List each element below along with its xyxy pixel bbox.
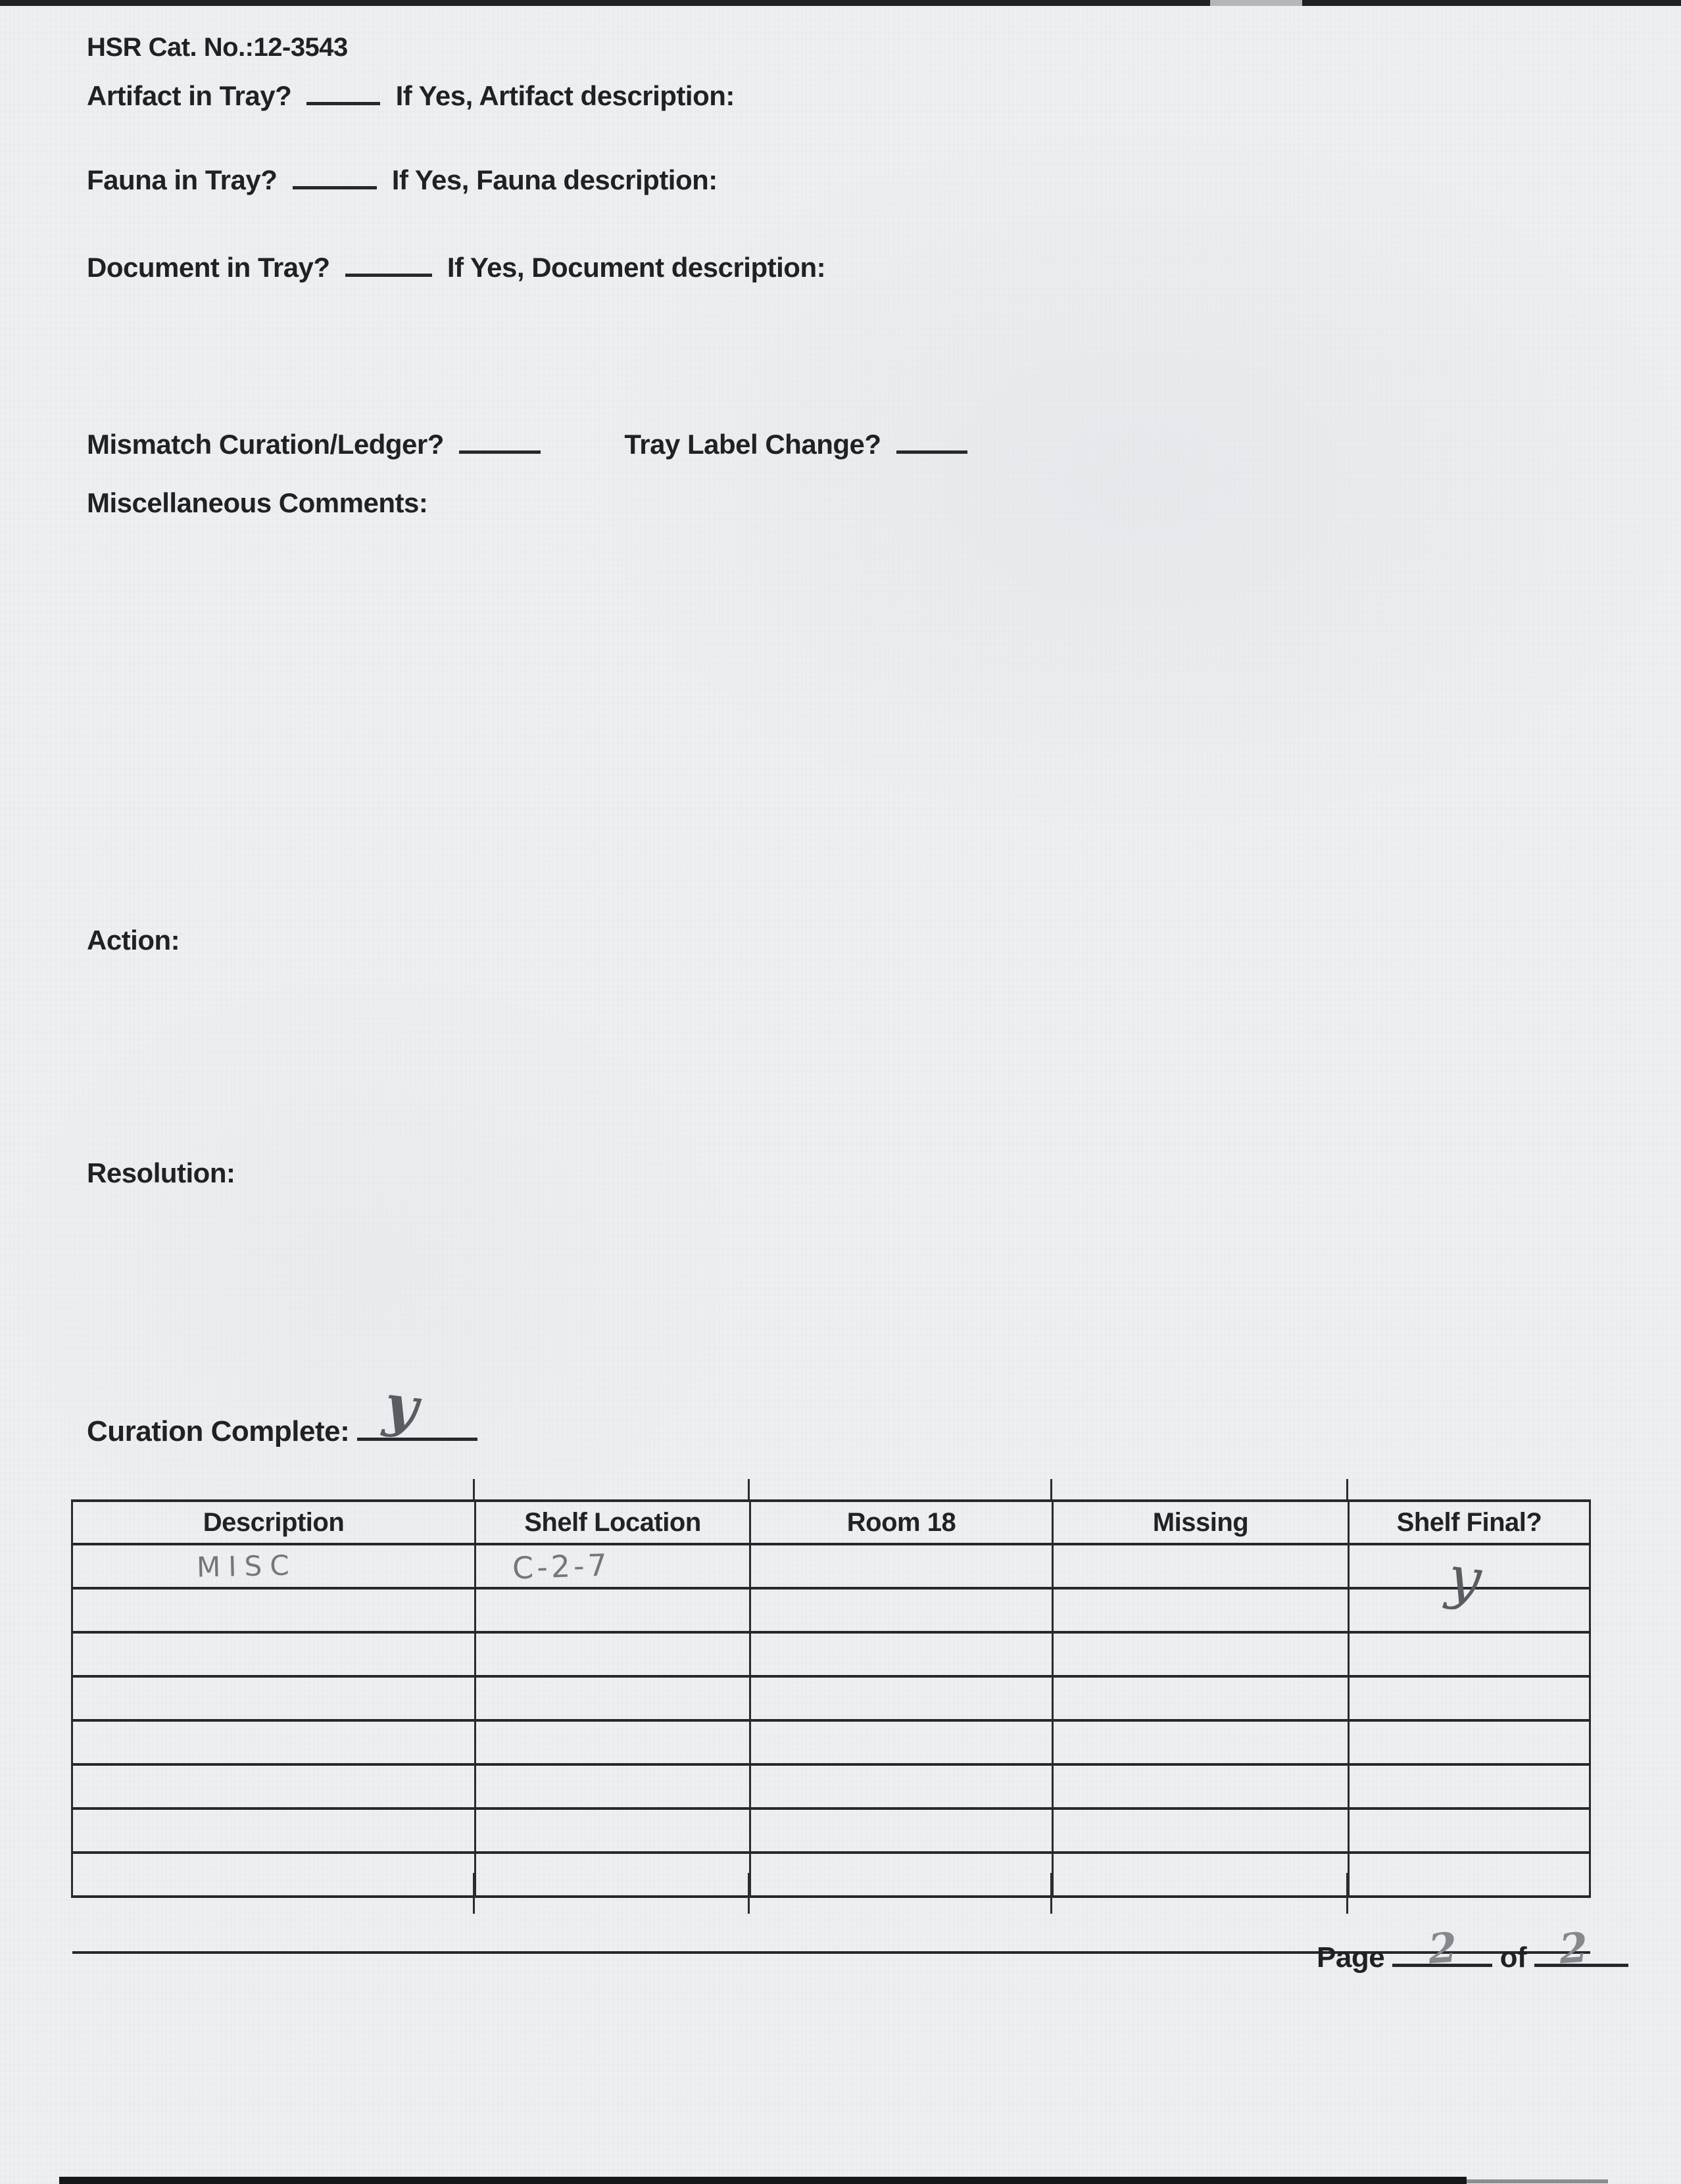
cell-description xyxy=(72,1676,475,1720)
misc-comments-line xyxy=(87,487,427,519)
artifact-in-tray-answer-blank xyxy=(306,81,380,105)
cell-missing xyxy=(1053,1764,1349,1808)
cell-shelf-final xyxy=(1349,1764,1590,1808)
artifact-in-tray-line xyxy=(87,80,735,112)
cell-shelf-final xyxy=(1349,1720,1590,1764)
cell-room-18 xyxy=(750,1808,1053,1853)
scan-edge-top-gap xyxy=(1210,0,1302,6)
cell-shelf-location xyxy=(475,1897,750,1953)
hsr-cat-no-label: HSR Cat. No.: xyxy=(87,33,254,62)
table-row xyxy=(72,1808,1590,1853)
cell-shelf-final xyxy=(1349,1542,1590,1614)
misc-comments-label: Miscellaneous Comments: xyxy=(87,487,428,518)
cell-description xyxy=(72,1632,475,1676)
cell-room-18 xyxy=(750,1632,1053,1676)
cell-shelf-final xyxy=(1349,1853,1590,1897)
cell-shelf-location xyxy=(475,1676,750,1720)
cell-shelf-final xyxy=(1349,1808,1590,1853)
artifact-in-tray-label: Artifact in Tray? xyxy=(87,80,292,111)
cell-description xyxy=(72,1897,475,1953)
cell-room-18 xyxy=(750,1588,1053,1632)
fauna-in-tray-answer-blank xyxy=(293,165,377,189)
scan-edge-top xyxy=(0,0,1681,6)
col-header-shelf-location: Shelf Location xyxy=(475,1501,750,1544)
scan-edge-bottom-ext xyxy=(1467,2179,1608,2183)
page-label: Page xyxy=(1317,1941,1385,1974)
table-column-line-stub xyxy=(748,1873,750,1914)
mismatch-answer-blank xyxy=(459,429,541,454)
cell-shelf-location xyxy=(475,1544,750,1588)
handwritten-shelf-final-y: y xyxy=(1444,1542,1485,1614)
page-number-blank xyxy=(1392,1923,1492,1974)
curation-complete-line xyxy=(87,1371,477,1449)
fauna-in-tray-label: Fauna in Tray? xyxy=(87,164,278,195)
cell-description xyxy=(72,1588,475,1632)
handwritten-total-pages: 2 xyxy=(1557,1923,1590,1974)
cell-missing xyxy=(1053,1544,1349,1588)
mismatch-tray-label-line xyxy=(87,429,967,460)
table-header-row xyxy=(72,1501,1590,1544)
table-column-line-stub xyxy=(1346,1479,1348,1501)
cell-shelf-location xyxy=(475,1764,750,1808)
table-column-line-stub xyxy=(473,1479,475,1501)
action-line xyxy=(87,925,180,956)
fauna-in-tray-line xyxy=(87,164,718,196)
table-row xyxy=(72,1588,1590,1632)
col-header-description: Description xyxy=(72,1501,475,1544)
cell-shelf-final xyxy=(1349,1588,1590,1632)
cell-description xyxy=(72,1544,475,1588)
cell-room-18 xyxy=(750,1853,1053,1897)
table-row xyxy=(72,1676,1590,1720)
mismatch-curation-ledger-label: Mismatch Curation/Ledger? xyxy=(87,429,444,460)
cell-room-18 xyxy=(750,1676,1053,1720)
action-label: Action: xyxy=(87,925,180,956)
cell-shelf-final xyxy=(1349,1632,1590,1676)
table-column-line-stub xyxy=(1050,1873,1052,1914)
cell-shelf-final xyxy=(1349,1676,1590,1720)
curation-complete-answer-blank xyxy=(357,1371,477,1442)
cell-room-18 xyxy=(750,1897,1053,1953)
table-column-line-stub xyxy=(1346,1873,1348,1914)
cell-description xyxy=(72,1720,475,1764)
document-in-tray-label: Document in Tray? xyxy=(87,252,330,283)
fauna-if-yes-label: If Yes, Fauna description: xyxy=(391,164,718,195)
cell-description xyxy=(72,1808,475,1853)
total-pages-blank xyxy=(1534,1923,1628,1974)
resolution-label: Resolution: xyxy=(87,1157,235,1188)
hsr-cat-no-value: 12-3543 xyxy=(253,33,348,62)
cell-shelf-location xyxy=(475,1588,750,1632)
cell-room-18 xyxy=(750,1544,1053,1588)
cell-room-18 xyxy=(750,1720,1053,1764)
artifact-if-yes-label: If Yes, Artifact description: xyxy=(395,80,735,111)
col-header-room-18: Room 18 xyxy=(750,1501,1053,1544)
document-in-tray-line xyxy=(87,252,825,283)
curation-complete-label: Curation Complete: xyxy=(87,1415,350,1447)
table-row xyxy=(72,1632,1590,1676)
col-header-missing: Missing xyxy=(1053,1501,1349,1544)
cell-shelf-location xyxy=(475,1632,750,1676)
cell-shelf-location xyxy=(475,1853,750,1897)
cell-room-18 xyxy=(750,1764,1053,1808)
shelf-inventory-table xyxy=(71,1499,1591,1954)
document-in-tray-answer-blank xyxy=(345,253,432,277)
hsr-cat-no-line xyxy=(87,33,348,62)
scan-edge-bottom xyxy=(59,2177,1467,2184)
table-row xyxy=(72,1544,1590,1588)
cell-missing xyxy=(1053,1808,1349,1853)
cell-missing xyxy=(1053,1632,1349,1676)
col-header-shelf-final: Shelf Final? xyxy=(1349,1501,1590,1544)
cell-missing xyxy=(1053,1897,1349,1953)
cell-missing xyxy=(1053,1720,1349,1764)
cell-missing xyxy=(1053,1676,1349,1720)
table-column-line-stub xyxy=(473,1873,475,1914)
table-column-line-stub xyxy=(748,1479,750,1501)
page-number-line xyxy=(1317,1923,1628,1975)
cell-description xyxy=(72,1764,475,1808)
tray-label-change-label: Tray Label Change? xyxy=(624,429,881,460)
resolution-line xyxy=(87,1157,235,1189)
handwritten-page-number: 2 xyxy=(1426,1923,1459,1974)
handwritten-shelf-location: C-2-7 xyxy=(512,1546,611,1586)
of-label: of xyxy=(1499,1941,1527,1974)
cell-shelf-location xyxy=(475,1720,750,1764)
cell-shelf-location xyxy=(475,1808,750,1853)
tray-label-change-answer-blank xyxy=(896,429,967,454)
table-row xyxy=(72,1720,1590,1764)
table-row xyxy=(72,1764,1590,1808)
table-column-line-stub xyxy=(1050,1479,1052,1501)
cell-missing xyxy=(1053,1853,1349,1897)
handwritten-description: MISC xyxy=(196,1549,298,1584)
cell-missing xyxy=(1053,1588,1349,1632)
table-row xyxy=(72,1853,1590,1897)
cell-description xyxy=(72,1853,475,1897)
curation-complete-handwritten-y: y xyxy=(381,1371,422,1442)
document-if-yes-label: If Yes, Document description: xyxy=(447,252,826,283)
